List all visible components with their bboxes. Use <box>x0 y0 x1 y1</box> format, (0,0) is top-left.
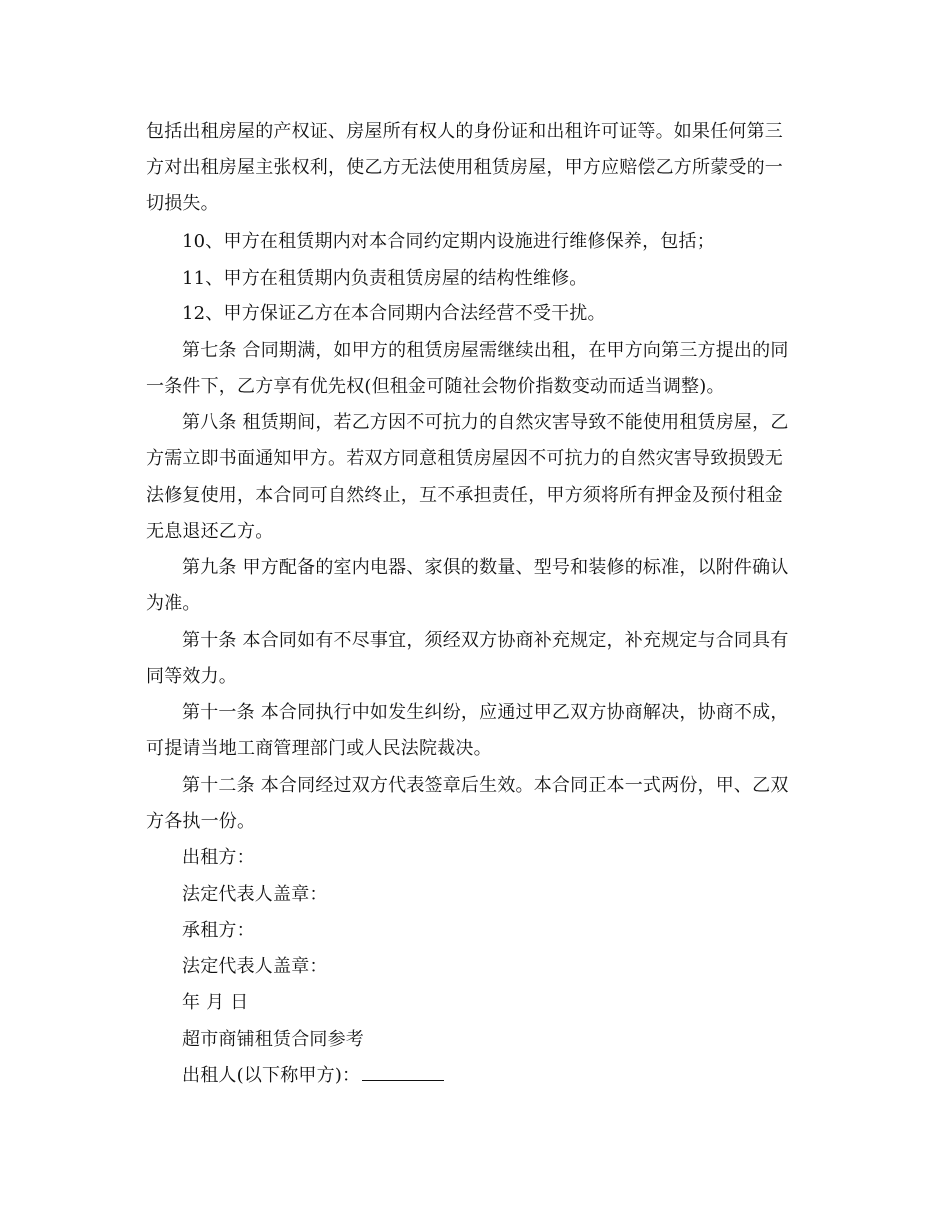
text-line: 同等效力。 <box>146 666 237 687</box>
section-heading: 超市商铺租赁合同参考 <box>182 1029 364 1050</box>
text-line: 方各执一份。 <box>146 811 256 832</box>
text-line: 无息退还乙方。 <box>146 521 274 542</box>
lessee-rep-seal-label: 法定代表人盖章： <box>182 956 328 977</box>
text-line: 可提请当地工商管理部门或人民法院裁决。 <box>146 738 492 759</box>
text-line: 法修复使用，本合同可自然终止，互不承担责任，甲方须将所有押金及预付租金 <box>146 485 783 506</box>
article-9: 第九条 甲方配备的室内电器、家俱的数量、型号和装修的标准，以附件确认 <box>182 557 789 578</box>
text-line: 方对出租房屋主张权利，使乙方无法使用租赁房屋，甲方应赔偿乙方所蒙受的一 <box>146 157 783 178</box>
lessor-label: 出租方： <box>182 847 255 868</box>
lessor-rep-seal-label: 法定代表人盖章： <box>182 884 328 905</box>
fill-in-blank <box>362 1064 444 1081</box>
date-line: 年 月 日 <box>182 992 249 1013</box>
article-12: 第十二条 本合同经过双方代表签章后生效。本合同正本一式两份，甲、乙双 <box>182 775 789 796</box>
article-7: 第七条 合同期满，如甲方的租赁房屋需继续出租，在甲方向第三方提出的同 <box>182 340 789 361</box>
lessor-party-line <box>182 1064 444 1088</box>
lessee-label: 承租方： <box>182 920 255 941</box>
text-line: 包括出租房屋的产权证、房屋所有权人的身份证和出租许可证等。如果任何第三 <box>146 121 783 142</box>
lessor-party-label: 出租人(以下称甲方)： <box>182 1065 361 1086</box>
article-8: 第八条 租赁期间，若乙方因不可抗力的自然灾害导致不能使用租赁房屋，乙 <box>182 412 789 433</box>
text-line: 切损失。 <box>146 193 219 214</box>
article-10: 第十条 本合同如有不尽事宜，须经双方协商补充规定，补充规定与合同具有 <box>182 630 789 651</box>
clause-10: 10、甲方在租赁期内对本合同约定期内设施进行维修保养，包括； <box>182 231 715 252</box>
text-line: 方需立即书面通知甲方。若双方同意租赁房屋因不可抗力的自然灾害导致损毁无 <box>146 448 783 469</box>
clause-12: 12、甲方保证乙方在本合同期内合法经营不受干扰。 <box>182 303 606 324</box>
clause-11: 11、甲方在租赁期内负责租赁房屋的结构性维修。 <box>182 268 588 289</box>
text-line: 一条件下，乙方享有优先权(但租金可随社会物价指数变动而适当调整)。 <box>146 376 725 397</box>
text-line: 为准。 <box>146 593 201 614</box>
article-11: 第十一条 本合同执行中如发生纠纷，应通过甲乙双方协商解决，协商不成， <box>182 702 789 723</box>
